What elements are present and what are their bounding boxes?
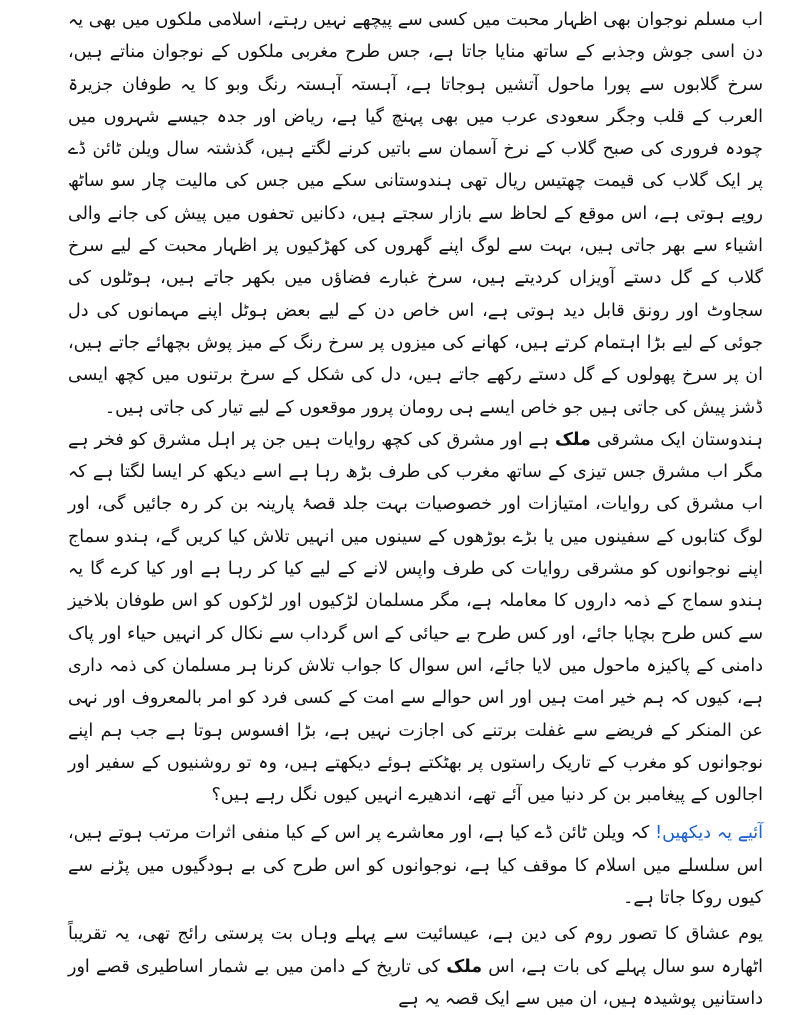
paragraph-text: اب مسلم نوجوان بھی اظہار محبت میں کسی سے پیچھے نہیں رہتے، اسلامی ملکوں میں بھی یہ دن اسی جوش وجذبے کے ساتھ منایا جاتا ہے، جس طرح مغربی ملکوں کے نوجوان مناتے ہیں، سرخ گلابوں سے پورا ماحول آتشیں ہوجاتا ہے، آہستہ آہستہ رنگ وبو کا یہ طوفان جزیرۃ العرب کے قلب وجگر سعودی عرب میں بھی پہنچ گیا ہے، ریاض اور جدہ جیسے شہروں میں چودہ فروری کی صبح گلاب کے نرخ آسمان سے باتیں کرنے لگتے ہیں، گذشتہ سال ویلن ٹائن ڈے پر ایک گلاب کی قیمت چھتیس ریال تھی ہندوستانی سکے میں جس کی مالیت چار سو ساٹھ روپے ہوتی ہے، اس موقع کے لحاظ سے بازار سجتے ہیں، دکانیں تحفوں میں پیش کی جانے والی اشیاء سے بھر جاتی ہیں، بہت سے لوگ اپنے گھروں کی کھڑکیوں پر اظہار محبت کے لیے سرخ گلاب کے گل دستے آویزاں کردیتے ہیں، سرخ غبارے فضاؤں میں بکھر جاتے ہیں، ہوٹلوں کی سجاوٹ اور رونق قابل دید ہوتی ہے، اس خاص دن کے لیے بعض ہوٹل اپنے مہمانوں کی دل جوئی کے لیے بڑا اہتمام کرتے ہیں، کھانے کی میزوں پر سرخ رنگ کے میز پوش بچھائے جاتے ہیں، ان پر سرخ پھولوں کے گل دستے رکھے جاتے ہیں، دل کی شکل کے سرخ برتنوں میں کچھ ایسی ڈشز پیش کی جاتی ہیں جو خاص ایسے ہی رومان پرور موقعوں کے لیے تیار کی جاتی ہیں۔ — [68, 10, 763, 418]
paragraph-text: ہے اور مشرق کی کچھ روایات ہیں جن پر اہل مشرق کو فخر ہے مگر اب مشرق جس تیزی کے ساتھ مغرب کی طرف بڑھ رہا ہے اسے دیکھ کر ایسا لگتا ہے کہ اب مشرق کی روایات، امتیازات اور خصوصیات بہت جلد قصۂ پارینہ بن کر رہ جائیں گی، اور لوگ کتابوں کے سفینوں میں یا بڑے بوڑھوں کے سینوں میں انہیں تلاش کیا کریں گے، ہندو سماج اپنے نوجوانوں کو مشرقی روایات کی طرف واپس لانے کے لیے کیا کر رہا ہے اور کیا کرے گا یہ ہندو سماج کے ذمہ داروں کا معاملہ ہے، مگر مسلمان لڑکیوں اور لڑکوں کو اس طوفان بلاخیز سے کس طرح بچایا جائے، اور کس طرح بے حیائی کے اس گرداب سے نکال کر انہیں حیاء اور پاک دامنی کے پاکیزہ ماحول میں لایا جائے، اس سوال کا جواب تلاش کرنا ہر مسلمان کی ذمہ داری ہے، کیوں کہ ہم خیر امت ہیں اور اس حوالے سے امت کے کسی فرد کو امر بالمعروف اور نہی عن المنکر کے فریضے سے غفلت برتنے کی اجازت نہیں ہے، بڑا افسوس ہوتا ہے جب ہم اپنے نوجوانوں کو مغرب کے تاریک راستوں پر بھٹکتے ہوئے دیکھتے ہیں، وہ تو روشنیوں کے سفیر اور اجالوں کے پیغامبر بن کر دنیا میں آئے تھے، اندھیرے انہیں کیوں نگل رہے ہیں؟ — [68, 429, 763, 806]
paragraph-text: کی تاریخ کے دامن میں بے شمار اساطیری قصے اور داستانیں پوشیدہ ہیں، ان میں سے ایک قصہ یہ ہے — [68, 956, 763, 1009]
paragraph-text: کہ ویلن ٹائن ڈے کیا ہے، اور معاشرے پر اس کے کیا منفی اثرات مرتب ہوتے ہیں، اس سلسلے میں اسلام کا موقف کیا ہے، نوجوانوں کو اس طرح کی بے ہودگیوں میں پڑنے سے کیوں روکا جاتا ہے۔ — [68, 823, 763, 909]
bold-word-country: ملک — [446, 956, 483, 977]
article-page — [68, 0, 763, 1015]
paragraph-valentines-in-muslim-countries — [68, 4, 763, 424]
paragraph-rome-origin — [68, 918, 763, 1015]
paragraph-text: یوم عشاق کا تصور روم کی دین ہے، عیسائیت سے پہلے وہاں بت پرستی رائج تھی، یہ تقریباً اٹھارہ سو سال پہلے کی بات ہے، اس — [68, 924, 763, 977]
bold-word-country: ملک — [554, 429, 591, 450]
paragraph-eastern-traditions — [68, 424, 763, 812]
lets-see-link[interactable]: آئیے یہ دیکھیں! — [655, 823, 763, 844]
paragraph-lets-see — [68, 817, 763, 914]
paragraph-text: ہندوستان ایک مشرقی — [590, 429, 763, 450]
